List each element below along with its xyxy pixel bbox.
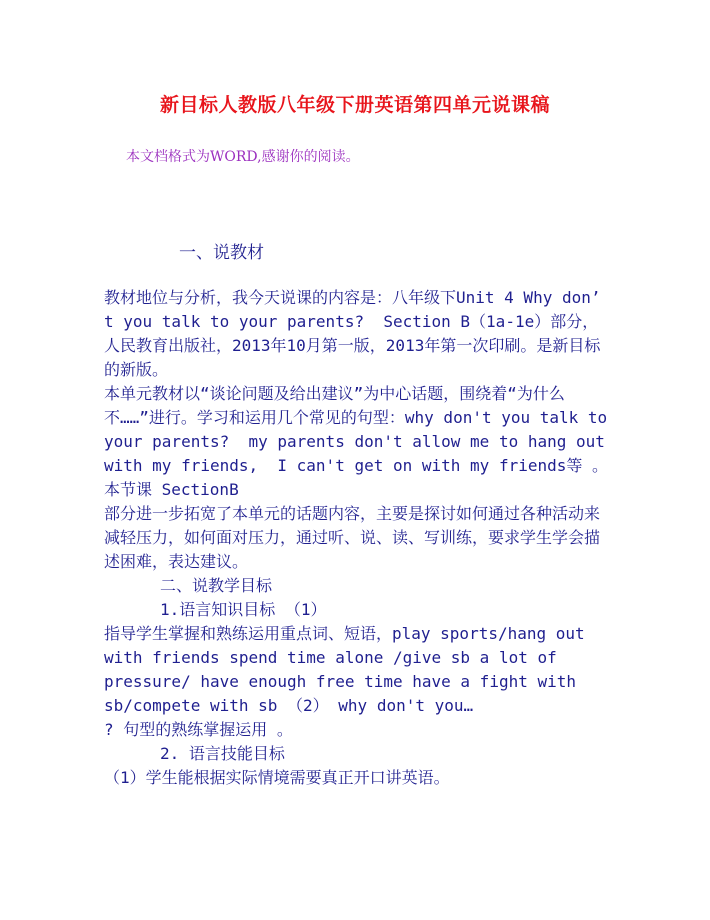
section-heading-goals: 二、说教学目标	[160, 576, 273, 595]
goal-language-knowledge-heading: 1.语言知识目标 （1）	[160, 600, 327, 619]
section-heading-textbook: 一、说教材	[179, 243, 264, 263]
document-body	[104, 286, 617, 790]
paragraph-textbook-analysis: 教材地位与分析，我今天说课的内容是：八年级下Unit 4 Why don’ t you talk to your parents? Section B（1a-1e）部分，人民教育出版社，2013年10月第一版，2013年第一次印刷。是新目标的新版。	[104, 288, 611, 379]
document-title: 新目标人教版八年级下册英语第四单元说课稿	[159, 94, 550, 116]
goal-language-skill-heading: 2. 语言技能目标	[160, 744, 285, 763]
paragraph-skill-1: （1）学生能根据实际情境需要真正开口讲英语。	[104, 768, 450, 787]
paragraph-sentence-pattern: ? 句型的熟练掌握运用 。	[104, 720, 293, 739]
paragraph-unit-topic: 本单元教材以“谈论问题及给出建议”为中心话题，围绕着“为什么不……”进行。学习和运用几个常见的句型：why don't you talk to your parents? my parents don't allow me to hang out with my friends, I can't get on with my friends等 。本节课 SectionB	[104, 384, 617, 499]
document-subtitle: 本文档格式为WORD,感谢你的阅读。	[126, 149, 360, 165]
paragraph-key-words: 指导学生掌握和熟练运用重点词、短语，play sports/hang out with friends spend time alone /give sb a lot of pressure/ have enough free time have a fight with sb/compete with sb （2） why don't you…	[104, 624, 595, 715]
paragraph-section-b: 部分进一步拓宽了本单元的话题内容，主要是探讨如何通过各种活动来减轻压力，如何面对压力，通过听、说、读、写训练，要求学生学会描述困难，表达建议。	[104, 504, 601, 571]
